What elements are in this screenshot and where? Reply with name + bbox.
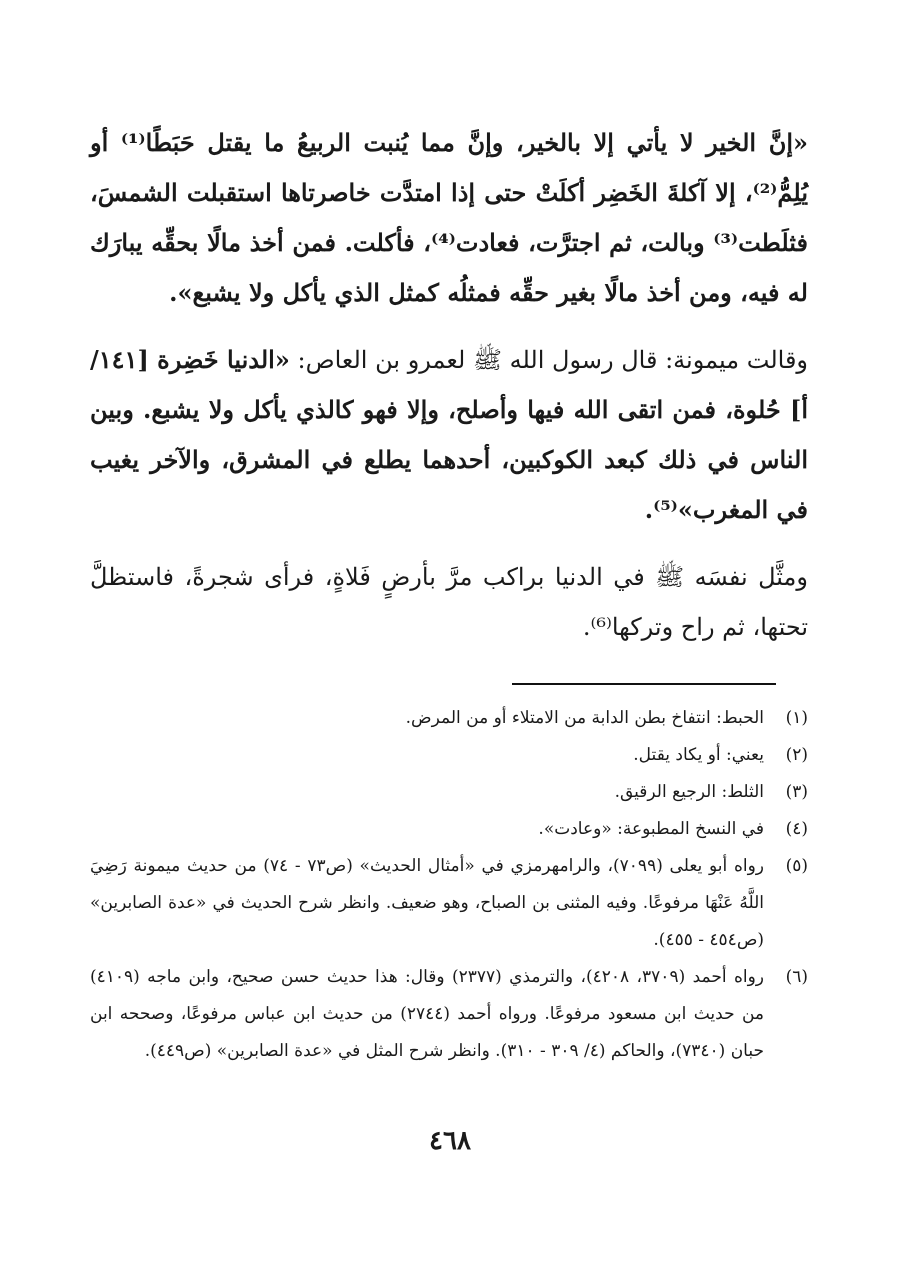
footnote-text: رواه أحمد (٣٧٠٩، ٤٢٠٨)، والترمذي (٢٣٧٧) وقال: هذا حديث حسن صحيح، وابن ماجه (٤١٠٩) من حديث ابن مسعود مرفوعًا. ورواه أحمد (٢٧٤٤) من حديث ابن عباس مرفوعًا، وصححه ابن حبان (٧٣٤٠)، والحاكم (٤/ ٣٠٩ - ٣١٠). وانظر شرح المثل في «عدة الصابرين» (ص٤٤٩).	[90, 967, 764, 1061]
footnote-text: في النسخ المطبوعة: «وعادت».	[538, 819, 764, 839]
footnote-number: (٤)	[785, 819, 808, 839]
hadith-paragraph: «إنَّ الخير لا يأتي إلا بالخير، وإنَّ مما يُنبت الربيعُ ما يقتل حَبَطًا⁽¹⁾ أو يُلِمُّ⁽²⁾، إلا آكلةَ الخَضِر أكلَتْ حتى إذا امتدَّت خاصرتاها استقبلت الشمسَ، فثلَطت⁽³⁾ وبالت، ثم اجترَّت، فعادت⁽⁴⁾، فأكلت. فمن أخذ مالًا بحقِّه يبارَك له فيه، ومن أخذ مالًا بغير حقِّه فمثلُه كمثل الذي يأكل ولا يشبع».	[90, 128, 808, 307]
maymuna-paragraph	[90, 335, 808, 535]
footnote-5	[90, 848, 808, 959]
footnote-number: (٥)	[785, 856, 808, 876]
footnote-3	[90, 774, 808, 811]
footnote-divider	[512, 683, 776, 685]
footnote-1	[90, 700, 808, 737]
dunya-quote: «الدنيا خَضِرة [١٤١/أ] حُلوة، فمن اتقى الله فيها وأصلح، وإلا فهو كالذي يأكل ولا يشبع. وبين الناس في ذلك كبعد الكوكبين، أحدهما يطلع في المشرق، والآخر يغيب في المغرب»⁽⁵⁾.	[90, 345, 808, 524]
footnotes	[90, 700, 808, 1070]
footnote-2	[90, 737, 808, 774]
footnote-number: (٢)	[785, 745, 808, 765]
footnote-text: رواه أبو يعلى (٧٠٩٩)، والرامهرمزي في «أمثال الحديث» (ص٧٣ - ٧٤) من حديث ميمونة رَضِيَ اللَّهُ عَنْهَا مرفوعًا. وفيه المثنى بن الصباح، وهو ضعيف. وانظر شرح الحديث في «عدة الصابرين» (ص٤٥٤ - ٤٥٥).	[90, 856, 764, 950]
footnote-text: الحبط: انتفاخ بطن الدابة من الامتلاء أو من المرض.	[405, 708, 764, 728]
footnote-number: (٦)	[785, 967, 808, 987]
main-text	[90, 118, 808, 669]
footnote-number: (١)	[785, 708, 808, 728]
footnote-6	[90, 959, 808, 1070]
footnote-text: الثلط: الرجيع الرقيق.	[614, 782, 764, 802]
footnote-text: يعني: أو يكاد يقتل.	[633, 745, 764, 765]
footnote-number: (٣)	[785, 782, 808, 802]
page-number: ٤٦٨	[429, 1126, 471, 1156]
parable-paragraph: ومثَّل نفسَه ﷺ في الدنيا براكب مرَّ بأرضٍ فَلاةٍ، فرأى شجرةً، فاستظلَّ تحتها، ثم راح وتركها⁽⁶⁾.	[90, 563, 808, 641]
footnote-4	[90, 811, 808, 848]
narration-lead: وقالت ميمونة: قال رسول الله ﷺ لعمرو بن العاص:	[289, 346, 809, 374]
